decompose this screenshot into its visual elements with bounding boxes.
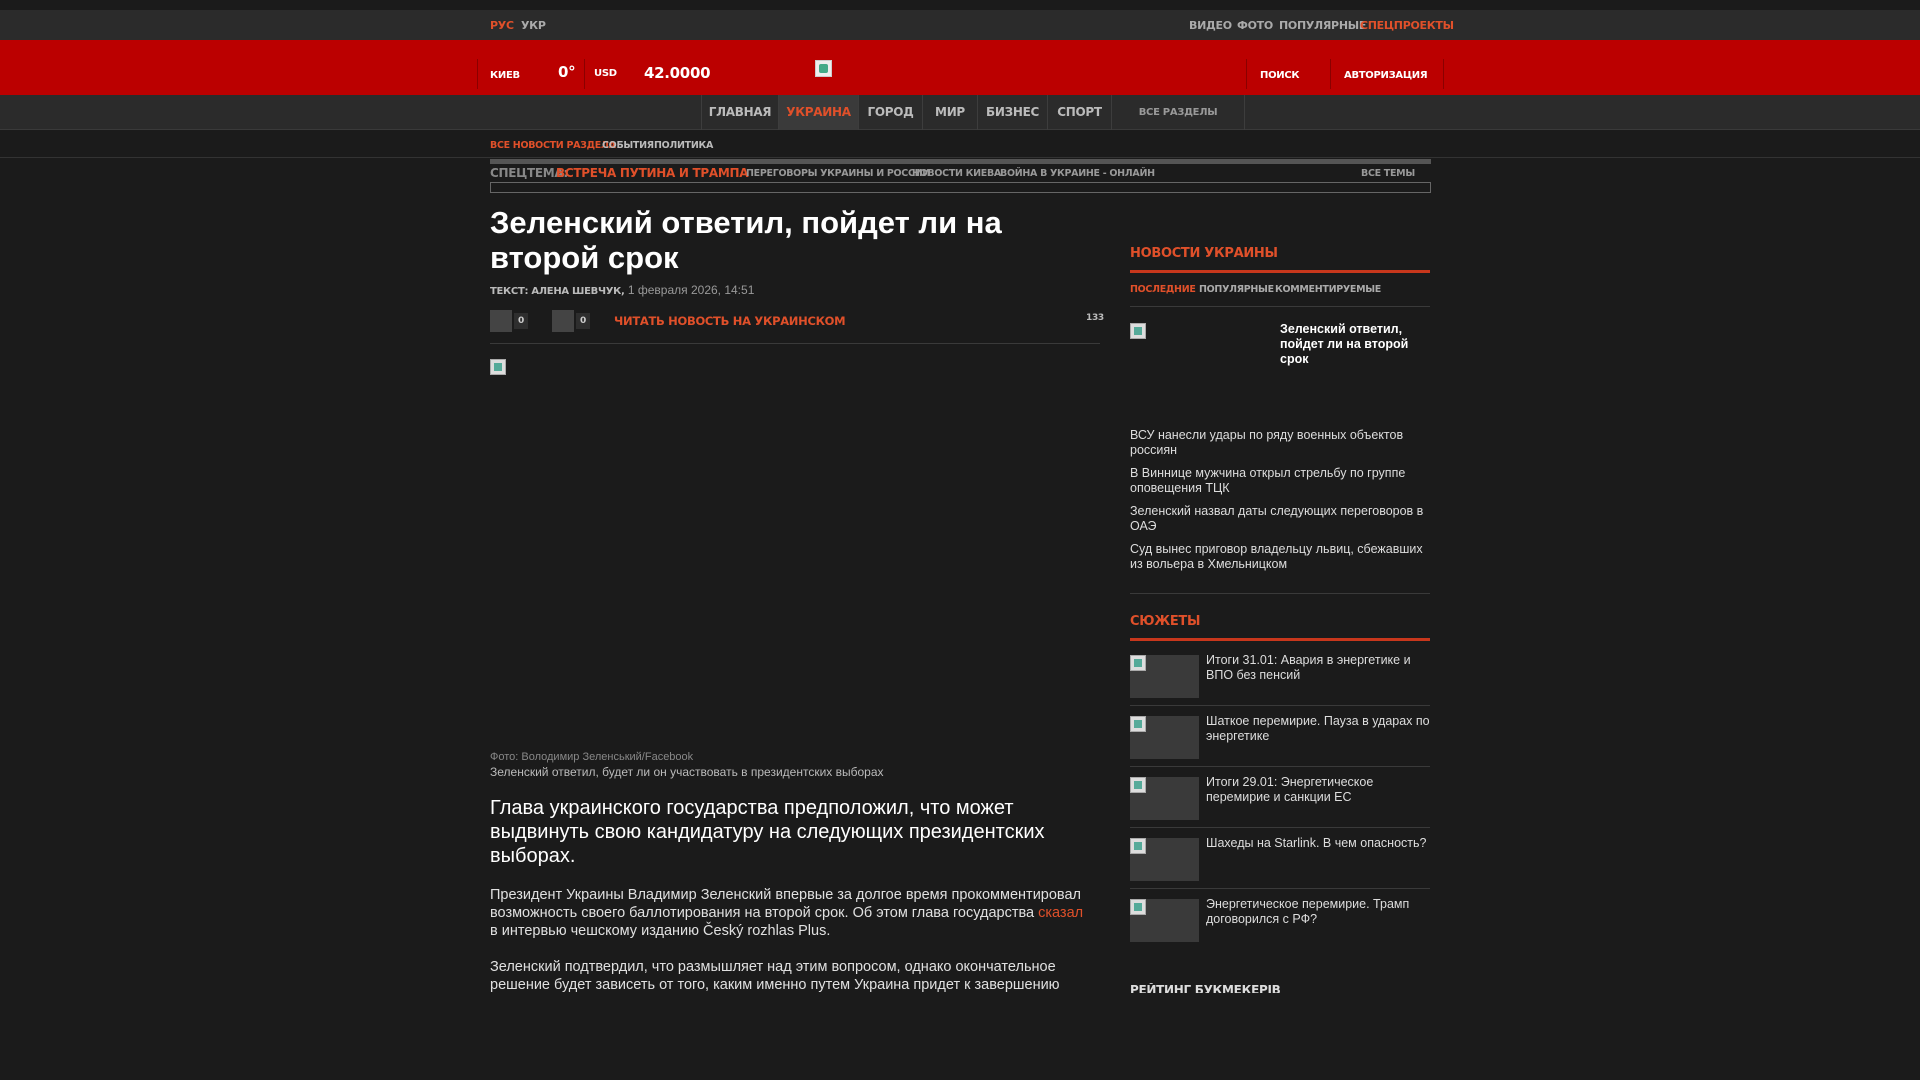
story-thumbnail	[1130, 655, 1199, 698]
news-item[interactable]: Зеленский назвал даты следующих переговоров в ОАЭ	[1130, 504, 1424, 533]
spec-link-war-online[interactable]: ВОЙНА В УКРАИНЕ - ОНЛАЙН	[1000, 168, 1155, 179]
broken-image-icon	[1130, 899, 1146, 915]
photo-caption: Зеленский ответил, будет ли он участвовать в президентских выборах	[490, 765, 884, 779]
share-count: 0	[514, 313, 528, 329]
top-link-video[interactable]: ВИДЕО	[1189, 19, 1232, 32]
news-item[interactable]: Суд вынес приговор владельцу львиц, сбежавших из вольера в Хмельницком	[1130, 542, 1423, 571]
spec-link-negotiations[interactable]: ПЕРЕГОВОРЫ УКРАИНЫ И РОССИИ	[746, 168, 930, 179]
story-item[interactable]	[1130, 645, 1430, 706]
top-bar	[0, 10, 1920, 40]
site-logo[interactable]	[815, 60, 832, 77]
broken-image-icon[interactable]	[1130, 323, 1146, 339]
tab-latest[interactable]: ПОСЛЕДНИЕ	[1130, 284, 1196, 295]
top-link-specprojects[interactable]: СПЕЦПРОЕКТЫ	[1360, 19, 1454, 32]
divider	[1130, 306, 1430, 307]
article-byline	[490, 283, 754, 297]
heading-underline	[1130, 270, 1430, 273]
story-title[interactable]: Энергетическое перемирие. Трамп договорился с РФ?	[1206, 897, 1410, 926]
story-thumbnail	[1130, 899, 1199, 942]
tab-commented[interactable]: КОММЕНТИРУЕМЫЕ	[1275, 284, 1381, 295]
divider	[1330, 59, 1331, 89]
article-photo	[490, 359, 1100, 747]
tab-popular[interactable]: ПОПУЛЯРНЫЕ	[1199, 284, 1274, 295]
article-lead: Глава украинского государства предположил, что может выдвинуть свою кандидатуру на следующих президентских выборах.	[490, 797, 1045, 867]
subnav-all-news[interactable]: ВСЕ НОВОСТИ РАЗДЕЛА	[490, 140, 616, 151]
top-link-popular[interactable]: ПОПУЛЯРНЫЕ	[1279, 19, 1367, 32]
nav-main[interactable]: ГЛАВНАЯ	[701, 95, 778, 130]
broken-image-icon	[1130, 716, 1146, 732]
story-title[interactable]: Шаткое перемирие. Пауза в ударах по энергетике	[1206, 714, 1430, 743]
lang-ru-link[interactable]: РУС	[490, 19, 514, 32]
stories-heading[interactable]: СЮЖЕТЫ	[1130, 614, 1201, 629]
story-thumbnail	[1130, 777, 1199, 820]
share-facebook-icon[interactable]	[490, 310, 512, 332]
bookmaker-rating-heading[interactable]: РЕЙТИНГ БУКМЕКЕРІВ	[1130, 983, 1281, 993]
photo-credit: Фото: Володимир Зеленський/Facebook	[490, 751, 694, 763]
story-item[interactable]	[1130, 828, 1430, 889]
divider	[1246, 59, 1247, 89]
nav-world[interactable]: МИР	[922, 95, 977, 130]
spec-topic-row	[490, 164, 1431, 182]
subnav-politics[interactable]: ПОЛИТИКА	[654, 140, 714, 151]
article-paragraph: Зеленский подтвердил, что размышляет над этим вопросом, однако окончательное решение будет зависеть от того, каким именно путем Украина придет к завершению	[490, 959, 1060, 993]
nav-city[interactable]: ГОРОД	[858, 95, 922, 130]
section-subnav	[0, 130, 1920, 158]
story-item[interactable]	[1130, 767, 1430, 828]
header-bar	[0, 40, 1920, 95]
currency-rate: 42.0000	[644, 64, 711, 82]
article-author[interactable]: ТЕКСТ: АЛЕНА ШЕВЧУК,	[490, 286, 625, 297]
broken-image-icon	[490, 359, 506, 375]
divider	[490, 343, 1100, 344]
broken-image-icon	[1130, 838, 1146, 854]
story-item[interactable]	[1130, 706, 1430, 767]
nav-all-sections[interactable]: ВСЕ РАЗДЕЛЫ	[1111, 95, 1245, 130]
divider	[584, 59, 585, 89]
nav-business[interactable]: БИЗНЕС	[977, 95, 1047, 130]
heading-underline	[1130, 638, 1430, 641]
currency-label: USD	[594, 68, 617, 79]
main-nav	[0, 95, 1920, 130]
ukraine-news-heading[interactable]: НОВОСТИ УКРАИНЫ	[1130, 246, 1278, 261]
story-thumbnail	[1130, 716, 1199, 759]
feature-news-title[interactable]: Зеленский ответил, пойдет ли на второй срок	[1280, 322, 1409, 366]
divider	[1130, 593, 1430, 594]
article-date: 1 февраля 2026, 14:51	[627, 283, 755, 297]
spec-link-kyiv-news[interactable]: НОВОСТИ КИЕВА	[912, 168, 1001, 179]
article-title: Зеленский ответил, пойдет ли на второй срок	[490, 205, 1002, 275]
article-paragraph	[490, 886, 1090, 940]
top-link-photo[interactable]: ФОТО	[1237, 19, 1273, 32]
nav-sport[interactable]: СПОРТ	[1047, 95, 1111, 130]
paragraph-text: в интервью чешскому изданию Český rozhlas Plus.	[490, 923, 831, 939]
broken-image-icon	[1130, 777, 1146, 793]
paragraph-text: Президент Украины Владимир Зеленский впервые за долгое время прокомментировал возможность своего баллотирования на второй срок. Об этом глава государства	[490, 887, 1081, 921]
spec-topic-label: СПЕЦТЕМА:	[490, 166, 568, 180]
lang-ua-link[interactable]: УКР	[521, 19, 546, 32]
login-link[interactable]: АВТОРИЗАЦИЯ	[1344, 70, 1428, 81]
spec-topic-frame	[490, 182, 1431, 193]
spec-topic-hot[interactable]: ВСТРЕЧА ПУТИНА И ТРАМПА	[556, 166, 749, 180]
source-link[interactable]: сказал	[1038, 905, 1084, 921]
weather-city: КИЕВ	[490, 70, 520, 81]
story-thumbnail	[1130, 838, 1199, 881]
broken-image-icon	[1130, 655, 1146, 671]
story-title[interactable]: Итоги 29.01: Энергетическое перемирие и санкции ЕС	[1206, 775, 1374, 804]
top-strip	[0, 0, 1920, 10]
share-telegram-icon[interactable]	[552, 310, 574, 332]
divider	[477, 59, 478, 89]
divider	[1443, 59, 1444, 89]
news-item[interactable]: ВСУ нанесли удары по ряду военных объектов россиян	[1130, 428, 1404, 457]
share-count: 0	[576, 313, 590, 329]
news-item[interactable]: В Виннице мужчина открыл стрельбу по группе оповещения ТЦК	[1130, 466, 1406, 495]
views-count: 133	[1086, 313, 1104, 323]
search-link[interactable]: ПОИСК	[1260, 70, 1300, 81]
nav-ukraine[interactable]: УКРАИНА	[778, 95, 858, 130]
spec-link-all-topics[interactable]: ВСЕ ТЕМЫ	[1361, 168, 1415, 179]
read-in-ukrainian-link[interactable]: ЧИТАТЬ НОВОСТЬ НА УКРАИНСКОМ	[614, 314, 846, 328]
story-item[interactable]	[1130, 889, 1430, 950]
weather-temperature: 0°	[558, 63, 576, 81]
story-title[interactable]: Шахеды на Starlink. В чем опасность?	[1206, 836, 1427, 850]
subnav-events[interactable]: СОБЫТИЯ	[602, 140, 654, 151]
story-title[interactable]: Итоги 31.01: Авария в энергетике и ВПО без пенсий	[1206, 653, 1411, 682]
